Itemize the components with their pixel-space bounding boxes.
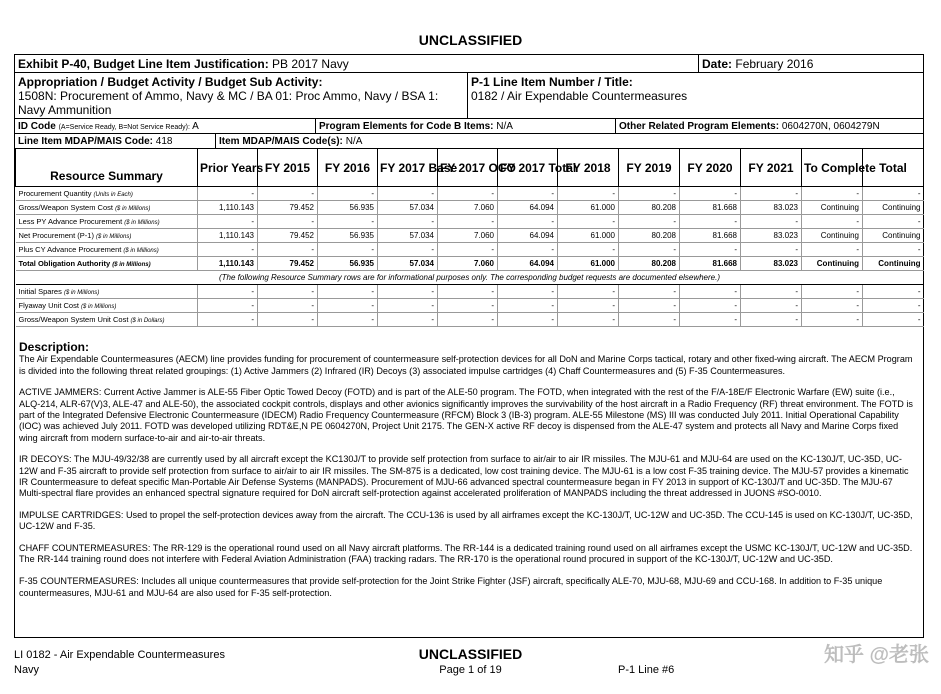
column-header: FY 2019	[619, 149, 680, 187]
id-code-label: ID Code	[18, 121, 56, 132]
column-header: FY 2021	[741, 149, 802, 187]
table-cell: -	[498, 215, 558, 229]
table-cell: -	[258, 285, 318, 299]
row-label	[16, 201, 198, 215]
table-cell: -	[258, 215, 318, 229]
exhibit-cell	[15, 55, 698, 72]
table-cell: -	[863, 187, 924, 201]
table-cell: -	[680, 215, 741, 229]
exhibit-label: Exhibit P-40, Budget Line Item Justification:	[18, 57, 269, 71]
table-cell: -	[619, 243, 680, 257]
row-label	[16, 285, 198, 299]
table-cell: -	[438, 299, 498, 313]
table-cell: 79.452	[258, 229, 318, 243]
column-header: To Complete	[802, 149, 863, 187]
table-cell: 56.935	[318, 257, 378, 271]
table-cell: 81.668	[680, 257, 741, 271]
table-cell: -	[619, 187, 680, 201]
description-heading: Description:	[19, 340, 90, 354]
table-cell: -	[741, 299, 802, 313]
p1-line-number: P-1 Line #6	[618, 664, 675, 676]
table-cell: 61.000	[558, 201, 619, 215]
row-label-text: Total Obligation Authority	[18, 259, 113, 268]
row-unit: ($ in Millions)	[63, 290, 100, 296]
table-cell: 61.000	[558, 229, 619, 243]
resource-summary-table	[15, 149, 924, 327]
description-paragraph: ACTIVE JAMMERS: Current Active Jammer is ALE-55 Fiber Optic Towed Decoy (FOTD) and is part of the ALE-50 program. The FOTD, when integrated with the rest of the F/A-18E/F Electronic Warfare (EW) suite (i.e., ALQ-214, ALR-67(V)3, ALE-47 and ALE-50), the associated cockpit controls, displays and other avionics significantly improves the survivability of the host aircraft in a Radio Frequency (RF) threat environment. The FOTD is part of the Integrated Defensive Electronic Countermeasure (IDECM) Radio Frequency Countermeasure (RFCM) Block 3 (IB-3) program. ALE-55 Milestone (MS) III was conducted July 2011. Initial Operational Capability (IOC) was achieved July 2011. FOTD was developed utilizing RDT&E,N PE 0604270N, Project Unit 2175. The GEN-X active RF decoy is dispensed from the ALE-47 system and protects all Navy and Marine Corps fixed wing aircraft from modern surface-to-air and air-to-air threats.	[19, 387, 913, 443]
table-cell: -	[802, 313, 863, 327]
p40-form	[14, 54, 924, 638]
table-cell: -	[318, 299, 378, 313]
info-row	[16, 299, 924, 313]
description-paragraph: F-35 COUNTERMEASURES: Includes all unique countermeasures that provide self-protection for the Joint Strike Fighter (JSF) aircraft, specifically ALE-70, MJU-68, MJU-69 and CCU-168. In addition to F-35 unique countermeasures, MJU-61 and MJU-64 are also used for F-35 self-protection.	[19, 576, 883, 598]
table-cell: -	[318, 285, 378, 299]
mdap-cell	[15, 134, 215, 148]
table-cell: -	[318, 215, 378, 229]
info-row	[16, 285, 924, 299]
table-cell: -	[619, 215, 680, 229]
table-row	[16, 243, 924, 257]
table-cell: -	[802, 215, 863, 229]
date-cell	[698, 55, 923, 72]
description-section	[19, 342, 917, 609]
row-unit: ($ in Millions)	[115, 206, 151, 212]
table-cell: -	[863, 313, 924, 327]
table-cell: 7.060	[438, 257, 498, 271]
table-cell: -	[680, 187, 741, 201]
table-cell: -	[498, 285, 558, 299]
description-paragraph: IMPULSE CARTRIDGES: Used to propel the self-protection devices away from the aircraft. The CCU-136 is used by all airframes except the KC-130J/T, UC-12W and UC-35D. The CCU-145 is used on KC-130J/T, UC-35D, UC-12W and F-35.	[19, 510, 913, 532]
table-cell: 7.060	[438, 229, 498, 243]
table-cell: -	[198, 313, 258, 327]
table-cell: -	[558, 243, 619, 257]
column-header: FY 2017 Base	[378, 149, 438, 187]
table-cell: 1,110.143	[198, 257, 258, 271]
table-cell: -	[378, 299, 438, 313]
table-cell: 56.935	[318, 229, 378, 243]
item-mdap-label: Item MDAP/MAIS Code(s):	[219, 136, 343, 147]
row-unit: ($ in Dollars)	[130, 318, 165, 324]
informational-note: (The following Resource Summary rows are for informational purposes only. The corresponding budget requests are documented elsewhere.)	[16, 271, 924, 285]
row-label	[16, 229, 198, 243]
table-cell: -	[802, 187, 863, 201]
table-cell: 83.023	[741, 229, 802, 243]
row-label-text: Less PY Advance Procurement	[18, 217, 125, 226]
table-cell: -	[498, 187, 558, 201]
column-header: FY 2018	[558, 149, 619, 187]
table-cell: -	[741, 313, 802, 327]
table-cell: 80.208	[619, 257, 680, 271]
pe-code-b-value: N/A	[496, 121, 513, 132]
pe-code-b-cell	[315, 119, 615, 133]
appropriation-line1: 1508N: Procurement of Ammo, Navy & MC / BA 01: Proc Ammo, Navy / BSA 1:	[18, 89, 439, 103]
column-header: FY 2017 OCO	[438, 149, 498, 187]
table-cell: 79.452	[258, 201, 318, 215]
table-cell: 64.094	[498, 229, 558, 243]
row-label-text: Procurement Quantity	[18, 189, 94, 198]
table-cell: -	[863, 285, 924, 299]
table-cell: -	[198, 299, 258, 313]
table-cell: 83.023	[741, 201, 802, 215]
table-cell: 81.668	[680, 229, 741, 243]
table-cell: -	[258, 313, 318, 327]
table-cell: -	[258, 243, 318, 257]
table-cell: -	[438, 243, 498, 257]
row-label	[16, 313, 198, 327]
date-value: February 2016	[735, 57, 814, 71]
table-cell: -	[198, 215, 258, 229]
row-unit: ($ in Millions)	[81, 304, 117, 310]
table-cell: 57.034	[378, 229, 438, 243]
table-cell: -	[863, 299, 924, 313]
description-paragraph: CHAFF COUNTERMEASURES: The RR-129 is the operational round used on all Navy aircraft platforms. The RR-144 is a dedicated training round used on all airframes except the USMC KC-130J/T, UC-12W and UC-35D. The RR-144 training round does not interfere with Federal Aviation Administration (FAA) tracking radars. The RR-170 is the operational round procured in support of the KC-130J/T, UC-12W and UC-35D.	[19, 543, 913, 565]
table-cell: -	[438, 285, 498, 299]
table-cell: Continuing	[802, 229, 863, 243]
watermark: 知乎 @老张	[823, 644, 929, 666]
table-row	[16, 215, 924, 229]
row-label	[16, 243, 198, 257]
table-cell: -	[318, 187, 378, 201]
table-cell: Continuing	[802, 201, 863, 215]
table-cell: -	[558, 187, 619, 201]
other-pe-cell	[615, 119, 923, 133]
table-cell: 64.094	[498, 257, 558, 271]
table-cell: Continuing	[863, 257, 924, 271]
item-mdap-cell	[215, 134, 923, 148]
exhibit-row	[15, 55, 923, 73]
table-cell: 80.208	[619, 201, 680, 215]
column-header: Prior Years	[198, 149, 258, 187]
other-pe-value: 0604270N, 0604279N	[781, 121, 880, 132]
p1-value: 0182 / Air Expendable Countermeasures	[471, 89, 688, 103]
pe-code-b-label: Program Elements for Code B Items:	[319, 121, 494, 132]
table-cell: -	[198, 187, 258, 201]
row-unit: ($ in Millions)	[96, 234, 132, 240]
row-label-text: Gross/Weapon System Unit Cost	[18, 315, 131, 324]
table-cell: 79.452	[258, 257, 318, 271]
row-label-text: Flyaway Unit Cost	[18, 301, 82, 310]
table-cell: -	[802, 285, 863, 299]
classification-banner-bottom: UNCLASSIFIED	[418, 646, 523, 662]
informational-note-row	[16, 271, 924, 285]
row-label-text: Net Procurement (P-1)	[18, 231, 97, 240]
table-cell: -	[318, 243, 378, 257]
row-unit: ($ in Millions)	[112, 262, 151, 268]
table-cell: -	[558, 285, 619, 299]
description-paragraph: The Air Expendable Countermeasures (AECM) line provides funding for procurement of countermeasure self-protection devices for all DoN and Marine Corps tactical, rotary and other fixed-wing aircraft. The AECM Program is divided into the following threat related groupings: (1) Active Jammers (2) Infrared (IR) Decoys (3) associated impulse cartridges (4) Chaff Countermeasures and (5) F-35 Countermeasures.	[19, 354, 913, 376]
row-label-text: Plus CY Advance Procurement	[18, 245, 124, 254]
table-cell: Continuing	[802, 257, 863, 271]
exhibit-value: PB 2017 Navy	[272, 57, 349, 71]
row-label	[16, 215, 198, 229]
total-row	[16, 257, 924, 271]
date-label: Date:	[702, 57, 733, 71]
column-header: Resource Summary	[16, 149, 198, 187]
table-cell: -	[378, 313, 438, 327]
table-cell: -	[558, 313, 619, 327]
table-cell: -	[198, 285, 258, 299]
mdap-row	[15, 134, 923, 149]
table-cell: -	[198, 243, 258, 257]
row-unit: ($ in Millions)	[123, 248, 159, 254]
table-cell: 57.034	[378, 201, 438, 215]
table-cell: 1,110.143	[198, 201, 258, 215]
row-label	[16, 187, 198, 201]
id-code-value: A	[192, 121, 199, 132]
table-cell: Continuing	[863, 201, 924, 215]
column-header: FY 2017 Total	[498, 149, 558, 187]
table-cell: Continuing	[863, 229, 924, 243]
mdap-value: 418	[155, 136, 173, 147]
table-cell: -	[741, 215, 802, 229]
row-label	[16, 257, 198, 271]
table-cell: 80.208	[619, 229, 680, 243]
table-cell: 64.094	[498, 201, 558, 215]
table-cell: -	[680, 285, 741, 299]
table-cell: -	[258, 299, 318, 313]
table-cell: -	[438, 313, 498, 327]
table-cell: -	[741, 187, 802, 201]
footer-line-item: LI 0182 - Air Expendable Countermeasures	[14, 649, 225, 661]
table-cell: -	[863, 243, 924, 257]
id-code-row	[15, 119, 923, 134]
table-cell: -	[378, 187, 438, 201]
row-unit: ($ in Millions)	[124, 220, 160, 226]
table-cell: 81.668	[680, 201, 741, 215]
table-cell: -	[680, 313, 741, 327]
table-cell: 57.034	[378, 257, 438, 271]
classification-banner-top: UNCLASSIFIED	[418, 32, 523, 48]
page-number: Page 1 of 19	[439, 664, 502, 676]
description-paragraph: IR DECOYS: The MJU-49/32/38 are currently used by all aircraft except the KC130J/T to provide self protection from surface to air/air to air IR missiles. The MJU-61 and MJU-64 are used on the KC-130J/T, UC-35D, UC-12W and F-35 aircraft to provide self protection from surface to air/air to air IR missiles. The SM-875 is a dedicated, low cost training device. The MJU-61 is a low cost F-35 training device. The MJU-57 provides a kinematic IR Countermeasure to defeat specific Man-Portable Air Defense Systems (MANPADS). Procurement of MJU-66 advanced spectral countermeasure began in FY 2013 in support of KC-130J/T and UC-35D. The MJU-67 Multi-spectral flare provides an enhanced spectral signature required for DoN aircraft self-protection against accelerated proliferation of MANPADS including the threat addressed in JUONS #SO-0010.	[19, 454, 909, 499]
table-cell: -	[802, 243, 863, 257]
id-code-note: (A=Service Ready, B=Not Service Ready):	[58, 124, 190, 131]
table-cell: -	[378, 285, 438, 299]
row-label-text: Gross/Weapon System Cost	[18, 203, 116, 212]
table-row	[16, 201, 924, 215]
table-cell: 61.000	[558, 257, 619, 271]
footer-service: Navy	[14, 664, 40, 676]
table-cell: -	[378, 243, 438, 257]
appropriation-line2: Navy Ammunition	[18, 103, 112, 117]
column-header: Total	[863, 149, 924, 187]
table-cell: -	[619, 299, 680, 313]
table-cell: -	[741, 243, 802, 257]
resource-header-row	[16, 149, 924, 187]
table-cell: -	[619, 285, 680, 299]
table-cell: 1,110.143	[198, 229, 258, 243]
appropriation-cell	[15, 73, 467, 118]
other-pe-label: Other Related Program Elements:	[619, 121, 780, 132]
table-cell: -	[258, 187, 318, 201]
table-cell: -	[438, 215, 498, 229]
id-code-cell	[15, 119, 315, 133]
table-cell: -	[558, 299, 619, 313]
table-row	[16, 187, 924, 201]
table-cell: -	[498, 243, 558, 257]
table-cell: -	[498, 299, 558, 313]
item-mdap-value: N/A	[345, 136, 363, 147]
table-cell: -	[378, 215, 438, 229]
row-label-text: Initial Spares	[18, 287, 64, 296]
table-cell: -	[619, 313, 680, 327]
table-cell: 83.023	[741, 257, 802, 271]
table-row	[16, 229, 924, 243]
table-cell: 56.935	[318, 201, 378, 215]
column-header: FY 2020	[680, 149, 741, 187]
table-cell: -	[318, 313, 378, 327]
p1-cell	[467, 73, 923, 118]
table-cell: 7.060	[438, 201, 498, 215]
info-row	[16, 313, 924, 327]
table-cell: -	[498, 313, 558, 327]
appropriation-label: Appropriation / Budget Activity / Budget Sub Activity:	[18, 75, 323, 89]
table-cell: -	[802, 299, 863, 313]
appropriation-row	[15, 73, 923, 119]
table-cell: -	[438, 187, 498, 201]
table-cell: -	[741, 285, 802, 299]
table-cell: -	[558, 215, 619, 229]
table-cell: -	[863, 215, 924, 229]
p1-label: P-1 Line Item Number / Title:	[471, 75, 633, 89]
row-unit: (Units in Each)	[93, 192, 133, 198]
column-header: FY 2016	[318, 149, 378, 187]
row-label	[16, 299, 198, 313]
table-cell: -	[680, 243, 741, 257]
table-cell: -	[680, 299, 741, 313]
column-header: FY 2015	[258, 149, 318, 187]
mdap-label: Line Item MDAP/MAIS Code:	[18, 136, 154, 147]
